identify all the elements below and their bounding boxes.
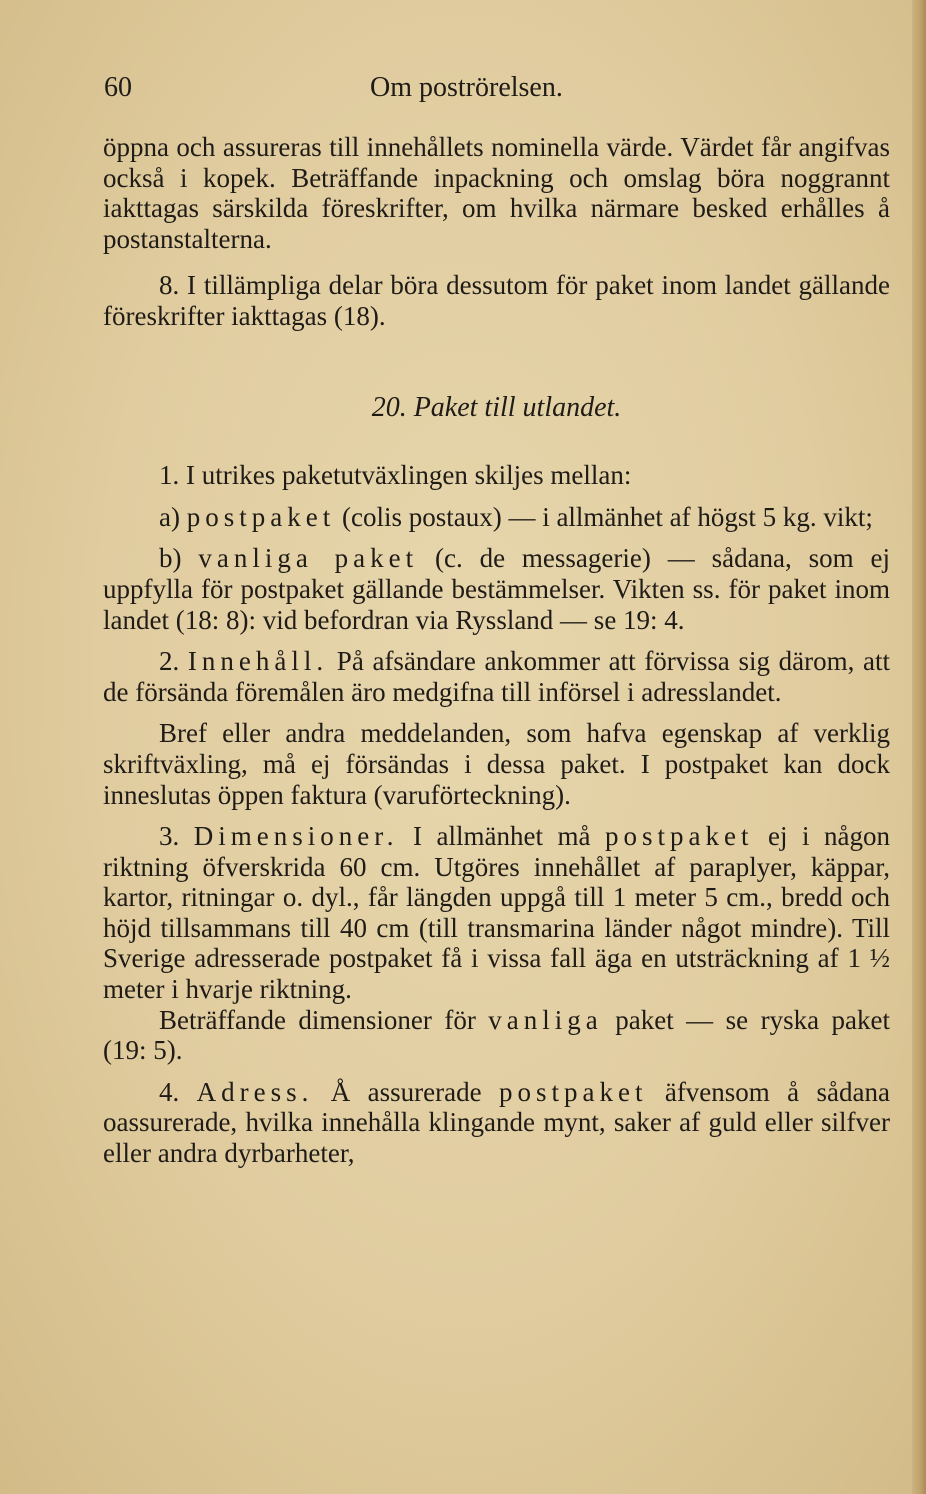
paragraph-4: [103, 1077, 890, 1169]
spaced-term: postpaket: [186, 501, 336, 532]
spaced-term: vanliga paket: [198, 543, 419, 574]
item-marker: 2.: [159, 646, 188, 677]
body-text: [103, 132, 890, 1169]
spaced-term: postpaket: [498, 1076, 648, 1107]
page-number: 60: [104, 72, 132, 103]
item-text: Å assurerade: [313, 1076, 499, 1107]
paragraph-bref: Bref eller andra meddelanden, som hafva egenskap af verklig skriftväxling, må ej försändas i dessa paket. I postpaket kan dock inneslutas öppen faktura (varuförteckning).: [103, 718, 890, 810]
item-marker: b): [159, 543, 199, 574]
page-edge: [912, 0, 926, 1494]
item-marker: 3.: [159, 821, 194, 852]
item-marker: a): [159, 501, 187, 532]
item-text: På afsändare ankommer att förvissa sig därom, att de försända föremålen äro medgifna till införsel i adresslandet.: [103, 646, 890, 707]
page-header: [100, 72, 860, 112]
paragraph-1: 1. I utrikes paketutväxlingen skiljes mellan:: [159, 460, 632, 491]
paragraph-a: [103, 502, 890, 533]
running-title: Om poströrelsen.: [370, 72, 563, 103]
item-text: ej i någon riktning öfverskrida 60 cm. Utgöres innehållet af paraplyer, käppar, kartor, ritningar o. dyl., får längden uppgå till 1 meter 5 cm., bredd och höjd tillsammans till 40 cm (till transmarina länder något mindre). Till Sverige adresserade postpaket få i vissa fall äga en utsträckning af 1 ½ meter i hvarje riktning.: [103, 821, 890, 1005]
item-text: (colis postaux) — i allmänhet af högst 5 kg. vikt;: [335, 501, 873, 532]
section-title: 20. Paket till utlandet.: [371, 391, 622, 423]
spaced-term: vanliga: [488, 1004, 603, 1035]
item-text: I allmänhet må: [398, 821, 605, 852]
spaced-term: Dimensioner.: [193, 821, 399, 852]
item-text: paket — se ryska paket (19: 5).: [103, 1004, 890, 1066]
spaced-term: postpaket: [605, 821, 754, 852]
item-marker: 4.: [159, 1076, 197, 1107]
item-text: Beträffande dimensioner för: [159, 1004, 489, 1035]
paragraph-b: [103, 543, 890, 635]
spaced-term: Adress.: [196, 1076, 314, 1107]
paragraph-8: 8. I tillämpliga delar böra dessutom för paket inom landet gällande föreskrifter iakttagas (18).: [103, 270, 890, 331]
spaced-term: Innehåll.: [187, 646, 329, 677]
item-text: (c. de messagerie) — sådana, som ej uppfylla för postpaket gällande bestämmelser. Vikten ss. för paket inom landet (18: 8): vid befordran via Ryssland — se 19: 4.: [103, 543, 890, 635]
paragraph-dimensions: [103, 1005, 890, 1066]
item-text: äfvensom å sådana oassurerade, hvilka innehålla klingande mynt, saker af guld eller silfver eller andra dyrbarheter,: [103, 1076, 891, 1169]
paragraph-2: [103, 646, 890, 707]
paragraph-continuation: öppna och assureras till innehållets nominella värde. Värdet får angifvas också i kopek. Beträffande inpackning och omslag böra noggrannt iakttagas särskilda föreskrifter, om hvilka närmare besked erhålles å postanstalterna.: [103, 132, 890, 254]
paragraph-3: [103, 821, 890, 1005]
